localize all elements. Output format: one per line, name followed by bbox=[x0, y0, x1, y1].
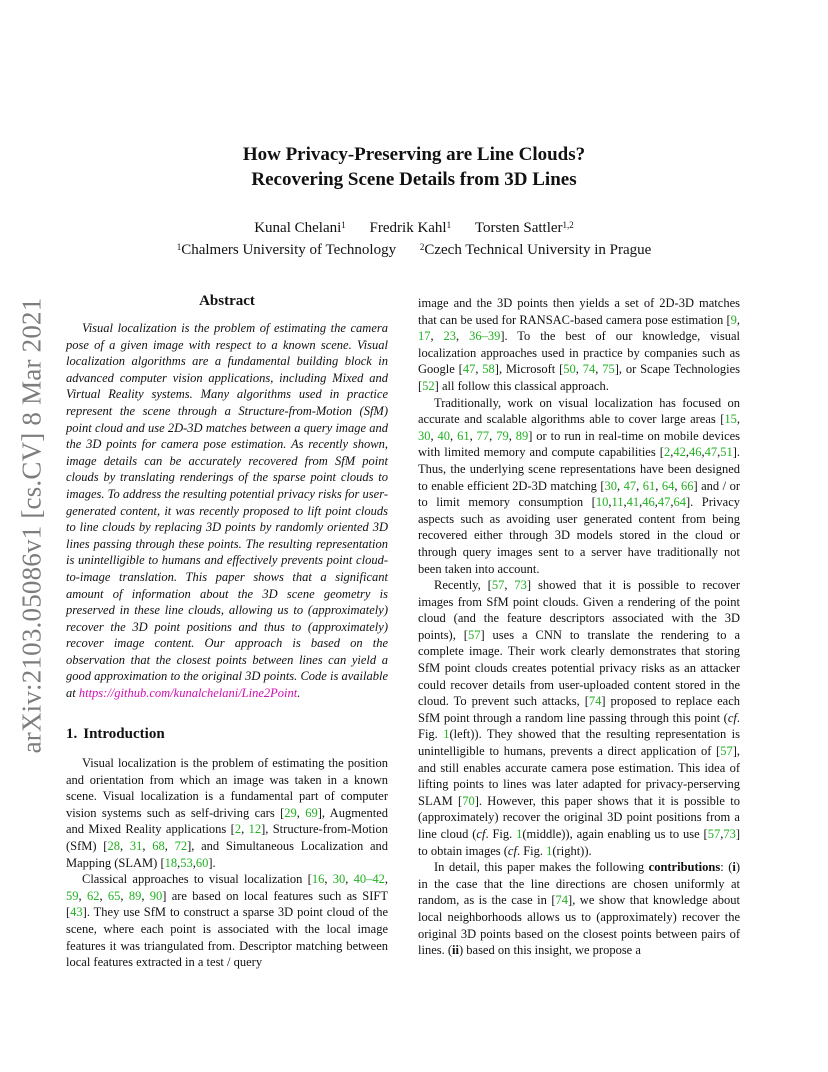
author-2-name: Fredrik Kahl bbox=[369, 220, 447, 236]
citation-link[interactable]: 74 bbox=[582, 362, 596, 377]
citation-link[interactable]: 64 bbox=[673, 495, 686, 510]
citation-link[interactable]: 41 bbox=[626, 495, 640, 510]
citation-link[interactable]: 73 bbox=[514, 578, 527, 593]
right-paragraph-1: image and the 3D points then yields a set of 2D-3D matches that can be used for RANSAC-based camera pose estimation [9, 17, 23, 36–39]. To the best of our knowledge, visual localization approaches used in practice by companies such as Google [47, 58], Microsoft [50, 74, 75], or Scape Technologies [52] all follow this classical approach. bbox=[418, 296, 741, 393]
citation-link[interactable]: 47 bbox=[657, 495, 671, 510]
citation-link[interactable]: 77 bbox=[476, 428, 490, 443]
affiliation-2-sup: 2 bbox=[419, 242, 425, 252]
citation-link[interactable]: 66 bbox=[680, 478, 694, 493]
intro-paragraph-1: Visual localization is the problem of estimating the position and orientation from which an image was taken in a known scene. Visual localization is a fundamental part of computer vision systems such as self-driving cars [29, 69], Augmented and Mixed Reality applications [2, 12], Structure-from-Motion (SfM) [28, 31, 68, 72], and Simultaneous Localization and Mapping (SLAM) [18,53,60]. bbox=[66, 756, 388, 870]
bold-text: ii bbox=[452, 943, 459, 958]
arxiv-identifier-text: arXiv:2103.05086v1 [cs.CV] 8 Mar 2021 bbox=[16, 297, 47, 753]
citation-link[interactable]: 30 bbox=[418, 428, 431, 443]
citation-link[interactable]: 36–39 bbox=[469, 329, 501, 344]
abstract-end: . bbox=[297, 686, 301, 701]
abstract-text: Visual localization is the problem of estimating the camera pose of a given image with respect to a known scene. Visual localization algorithms are a fundamental building block in advanced computer vision applications, including Mixed and Virtual Reality systems. Many algorithms used in practice represent the scene through a Structure-from-Motion (SfM) point cloud and use 2D-3D matches between a query image and the 3D points for camera pose estimation. As recently shown, image details can be accurately recovered from SfM point clouds by translating renderings of the sparse point clouds to images. To address the resulting potential privacy risks for user-generated content, it was recently proposed to lift point clouds to line clouds by replacing 3D points by randomly oriented 3D lines passing through these points. The resulting representation is unintelligible to humans and effectively prevents point cloud-to-image translation. This paper shows that a significant amount of information about the 3D scene geometry is preserved in these line clouds, allowing us to (approximately) recover the 3D point positions and thus to (approximately) recover image content. Our approach is based on the observation that the closest points between lines can yield a good approximation to the original 3D points. Code is available at bbox=[66, 321, 388, 701]
citation-link[interactable]: 59 bbox=[66, 888, 79, 903]
section-number: 1. bbox=[66, 726, 78, 742]
intro-paragraph-2: Classical approaches to visual localization [16, 30, 40–42, 59, 62, 65, 89, 90] are based on local features such as SIFT [43]. They use SfM to construct a sparse 3D point cloud of the scene, where each point is associated with the local image features it was triangulated from. Descriptor matching between local features extracted in a test / query bbox=[66, 872, 388, 970]
citation-link[interactable]: 47 bbox=[462, 362, 476, 377]
citation-link[interactable]: 15 bbox=[724, 412, 737, 427]
citation-link[interactable]: 89 bbox=[128, 888, 142, 903]
citation-link[interactable]: 17 bbox=[418, 329, 431, 344]
right-paragraph-2: Traditionally, work on visual localization has focused on accurate and scalable algorithms able to cover large areas [15, 30, 40, 61, 77, 79, 89] or to run in real-time on mobile devices with limited memory and compute capabilities [2,42,46,47,51]. Thus, the underlying scene representations have been designed to enable efficient 2D-3D matching [30, 47, 61, 64, 66] and / or to limit memory consumption [10,11,41,46,47,64]. Privacy aspects such as avoiding user generated content from being recovered either through 3D models stored in the cloud or through query images sent to a server have traditionally not been taken into account. bbox=[418, 395, 741, 576]
author-2 bbox=[370, 220, 452, 236]
citation-link[interactable]: 69 bbox=[305, 805, 318, 820]
affiliation-2-name: Czech Technical University in Prague bbox=[424, 242, 652, 258]
right-paragraph-4: In detail, this paper makes the following contributions: (i) in the case that the line directions are chosen uniformly at random, as is the case in [74], we show that knowledge about local neighborhoods allows us to (approximately) recover the original 3D points based on the closest points between pairs of lines. (ii) based on this insight, we propose a bbox=[418, 860, 741, 958]
abstract-body bbox=[66, 320, 388, 702]
abstract-heading: Abstract bbox=[199, 293, 255, 309]
author-list bbox=[0, 217, 828, 239]
introduction-body bbox=[66, 755, 388, 971]
citation-link[interactable]: 62 bbox=[86, 888, 100, 903]
citation-link[interactable]: 16 bbox=[311, 872, 325, 887]
arxiv-identifier bbox=[14, 290, 50, 760]
citation-link[interactable]: 57 bbox=[707, 827, 721, 841]
citation-link[interactable]: 1 bbox=[443, 727, 450, 742]
citation-link[interactable]: 61 bbox=[457, 428, 470, 443]
citation-link[interactable]: 42 bbox=[673, 445, 686, 460]
author-3-name: Torsten Sattler bbox=[474, 220, 563, 236]
citation-link[interactable]: 79 bbox=[496, 428, 509, 443]
affiliation-list bbox=[0, 239, 828, 261]
affiliation-1-sup: 1 bbox=[176, 242, 182, 252]
bold-text: contributions bbox=[648, 860, 721, 875]
author-3-sup: 1,2 bbox=[562, 220, 574, 230]
citation-link[interactable]: 52 bbox=[422, 378, 435, 393]
citation-link[interactable]: 43 bbox=[70, 905, 83, 920]
citation-link[interactable]: 1 bbox=[516, 827, 523, 841]
citation-link[interactable]: 47 bbox=[623, 478, 637, 493]
citation-link[interactable]: 60 bbox=[195, 855, 209, 870]
citation-link[interactable]: 51 bbox=[720, 445, 733, 460]
citation-link[interactable]: 89 bbox=[515, 428, 529, 443]
citation-link[interactable]: 58 bbox=[482, 362, 495, 377]
right-paragraph-3: Recently, [57, 73] showed that it is possible to recover images from SfM point clouds. Given a rendering of the point cloud (and the feature descriptors associated with the 3D points), [57] uses a CNN to translate the rendering to a complete image. Their work clearly demonstrates that storing SfM point clouds creates potential privacy risks as an attacker could recover details from user-uploaded content stored in the cloud. To prevent such attacks, [74] proposed to replace each SfM point through a random line passing through this point (cf. Fig. 1(left)). They showed that the resulting representation is unintelligible to humans, prevents a direct application of [57], and still enables accurate camera pose estimation. This idea of lifting points to lines was later adapted for privacy-perserving SLAM [70]. However, this paper shows that it is possible to (approximately) recover the original 3D point positions from a line cloud (cf. Fig. 1(middle)), again enabling us to use [57,73] to obtain images (cf. Fig. 1(right)). bbox=[418, 578, 741, 858]
citation-link[interactable]: 40–42 bbox=[353, 872, 385, 887]
author-block bbox=[0, 217, 828, 261]
title-line-1: How Privacy-Preserving are Line Clouds? bbox=[242, 144, 586, 165]
citation-link[interactable]: 68 bbox=[152, 838, 165, 853]
citation-link[interactable]: 12 bbox=[248, 822, 262, 837]
title-line-2: Recovering Scene Details from 3D Lines bbox=[251, 169, 577, 190]
citation-link[interactable]: 65 bbox=[107, 888, 121, 903]
citation-link[interactable]: 90 bbox=[149, 888, 163, 903]
citation-link[interactable]: 31 bbox=[129, 838, 143, 853]
author-1-sup: 1 bbox=[341, 220, 346, 230]
affiliation-2 bbox=[420, 242, 651, 258]
emphasis-text: cf bbox=[727, 710, 737, 725]
citation-link[interactable]: 28 bbox=[107, 838, 120, 853]
citation-link[interactable]: 70 bbox=[462, 793, 475, 808]
section-heading-introduction bbox=[66, 726, 165, 743]
citation-link[interactable]: 61 bbox=[642, 478, 656, 493]
citation-link[interactable]: 30 bbox=[604, 478, 618, 493]
bold-text: i bbox=[732, 860, 736, 875]
citation-link[interactable]: 18 bbox=[164, 855, 178, 870]
author-2-sup: 1 bbox=[446, 220, 452, 230]
citation-link[interactable]: 30 bbox=[332, 872, 346, 887]
author-3 bbox=[475, 220, 574, 236]
citation-link[interactable]: 64 bbox=[661, 478, 675, 493]
citation-link[interactable]: 57 bbox=[467, 627, 481, 642]
citation-link[interactable]: 72 bbox=[174, 838, 188, 853]
citation-link[interactable]: 74 bbox=[588, 694, 602, 709]
citation-link[interactable]: 10 bbox=[595, 495, 609, 510]
citation-link[interactable]: 23 bbox=[443, 329, 457, 344]
citation-link[interactable]: 57 bbox=[720, 744, 733, 759]
citation-link[interactable]: 74 bbox=[555, 893, 569, 908]
citation-link[interactable]: 53 bbox=[180, 855, 193, 870]
citation-link[interactable]: 75 bbox=[602, 362, 615, 377]
citation-link[interactable]: 46 bbox=[642, 495, 655, 510]
emphasis-text: cf bbox=[476, 827, 486, 841]
emphasis-text: cf bbox=[507, 843, 517, 858]
right-column-body bbox=[418, 295, 740, 959]
citation-link[interactable]: 50 bbox=[563, 362, 576, 377]
citation-link[interactable]: 46 bbox=[688, 445, 702, 460]
citation-link[interactable]: 29 bbox=[284, 805, 297, 820]
paper-title bbox=[0, 142, 828, 192]
citation-link[interactable]: 11 bbox=[611, 495, 624, 510]
citation-link[interactable]: 2 bbox=[663, 445, 671, 460]
citation-link[interactable]: 2 bbox=[234, 822, 242, 837]
citation-link[interactable]: 73 bbox=[723, 827, 736, 841]
section-title: Introduction bbox=[83, 726, 165, 742]
citation-link[interactable]: 9 bbox=[730, 312, 737, 327]
citation-link[interactable]: 57 bbox=[491, 578, 505, 593]
author-1-name: Kunal Chelani bbox=[254, 220, 342, 236]
citation-link[interactable]: 47 bbox=[704, 445, 718, 460]
code-link[interactable]: https://github.com/kunalchelani/Line2Point bbox=[78, 686, 298, 701]
affiliation-1-name: Chalmers University of Technology bbox=[181, 242, 397, 258]
affiliation-1 bbox=[177, 242, 396, 258]
author-1 bbox=[254, 220, 346, 236]
citation-link[interactable]: 1 bbox=[546, 843, 553, 858]
citation-link[interactable]: 40 bbox=[437, 428, 451, 443]
